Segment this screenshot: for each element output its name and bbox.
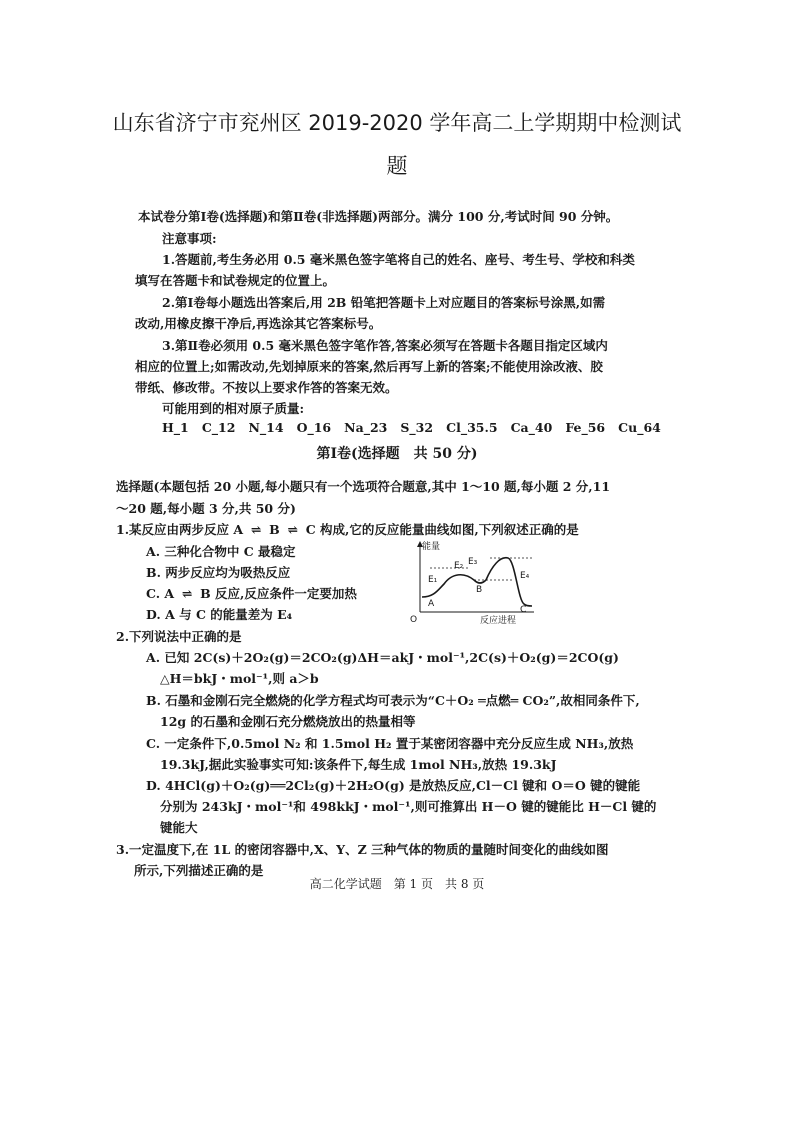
q1-stem-part-c: C 构成,它的反应能量曲线如图,下列叙述正确的是 (305, 522, 579, 537)
q1-option-c-part-a: C. A (146, 586, 175, 601)
notice-2a: 2.第Ⅰ卷每小题选出答案后,用 2B 铅笔把答题卡上对应题目的答案标号涂黑,如需 (162, 295, 606, 310)
q2-option-d-1: D. 4HCl(g)＋O₂(g)══2Cl₂(g)＋2H₂O(g) 是放热反应,Cl－Cl 键和 O＝O 键的键能 (146, 778, 641, 793)
atomic-mass-list: H_1 C_12 N_14 O_16 Na_23 S_32 Cl_35.5 Ca_40 Fe_56 Cu_64 (162, 420, 661, 435)
page-title-line1: 山东省济宁市兖州区 2019-2020 学年高二上学期期中检测试 (112, 111, 682, 135)
intro-line: 本试卷分第Ⅰ卷(选择题)和第Ⅱ卷(非选择题)两部分。满分 100 分,考试时间 90 分钟。 (138, 209, 619, 224)
q2-option-b-1: B. 石墨和金刚石完全燃烧的化学方程式均可表示为“C＋O₂ ═点燃═ CO₂”,故相同条件下, (146, 693, 640, 708)
section-desc-1: 选择题(本题包括 20 小题,每小题只有一个选项符合题意,其中 1～10 题,每小题 2 分,11 (116, 479, 611, 494)
equilibrium-arrow-icon: ⇌ (287, 522, 298, 537)
q1-option-d: D. A 与 C 的能量差为 E₄ (146, 607, 293, 622)
label-e2: E₂ (454, 561, 464, 571)
page-title-line2: 题 (386, 154, 408, 178)
energy-diagram (408, 540, 538, 626)
q1-option-c-part-b: B 反应,反应条件一定要加热 (200, 586, 357, 601)
label-c: C (520, 605, 527, 615)
q1-stem-part-b: B (269, 522, 280, 537)
q2-option-a-1: A. 已知 2C(s)＋2O₂(g)＝2CO₂(g)ΔH＝akJ・mol⁻¹,2C(s)＋O₂(g)＝2CO(g) (146, 650, 619, 665)
q1-stem-part-a: 1.某反应由两步反应 A (116, 522, 244, 537)
origin-label: O (410, 615, 418, 625)
section-title: 第Ⅰ卷(选择题 共 50 分) (316, 446, 478, 462)
notice-3a: 3.第Ⅱ卷必须用 0.5 毫米黑色签字笔作答,答案必须写在答题卡各题目指定区域内 (162, 338, 608, 353)
q2-option-d-3: 键能大 (160, 820, 198, 835)
notice-1a: 1.答题前,考生务必用 0.5 毫米黑色签字笔将自己的姓名、座号、考生号、学校和科类 (162, 252, 635, 267)
notice-2b: 改动,用橡皮擦干净后,再选涂其它答案标号。 (135, 316, 382, 331)
q2-option-c-2: 19.3kJ,据此实验事实可知:该条件下,每生成 1mol NH₃,放热 19.3kJ (160, 757, 557, 772)
q2-option-a-2: △H＝bkJ・mol⁻¹,则 a＞b (160, 671, 319, 686)
q3-stem-2: 所示,下列描述正确的是 (134, 863, 264, 878)
atomic-mass-title: 可能用到的相对原子质量: (162, 401, 305, 416)
notice-1b: 填写在答题卡和试卷规定的位置上。 (135, 273, 336, 288)
q1-option-a: A. 三种化合物中 C 最稳定 (146, 544, 296, 559)
x-axis-label: 反应进程 (480, 616, 517, 626)
page-footer: 高二化学试题 第 1 页 共 8 页 (309, 877, 485, 891)
label-e3: E₃ (468, 557, 478, 567)
equilibrium-arrow-icon: ⇌ (181, 586, 193, 601)
notice-3c: 带纸、修改带。不按以上要求作答的答案无效。 (135, 380, 398, 395)
label-a: A (428, 599, 435, 609)
section-desc-2: ～20 题,每小题 3 分,共 50 分) (116, 501, 296, 516)
y-axis-label: 能量 (422, 542, 441, 552)
label-e1: E₁ (428, 575, 438, 585)
q3-stem-1: 3.一定温度下,在 1L 的密闭容器中,X、Y、Z 三种气体的物质的量随时间变化的曲线如图 (116, 842, 609, 857)
q2-option-c-1: C. 一定条件下,0.5mol N₂ 和 1.5mol H₂ 置于某密闭容器中充分反应生成 NH₃,放热 (146, 736, 634, 751)
label-b: B (476, 585, 483, 595)
q2-option-d-2: 分别为 243kJ・mol⁻¹和 498kkJ・mol⁻¹,则可推算出 H－O 键的键能比 H－Cl 键的 (160, 799, 657, 814)
q1-option-b: B. 两步反应均为吸热反应 (146, 565, 291, 580)
label-e4: E₄ (520, 571, 530, 581)
q1-stem (116, 520, 579, 538)
notice-title: 注意事项: (162, 231, 217, 246)
equilibrium-arrow-icon: ⇌ (250, 522, 262, 537)
q2-stem: 2.下列说法中正确的是 (116, 629, 242, 644)
q2-option-b-2: 12g 的石墨和金刚石充分燃烧放出的热量相等 (160, 714, 416, 729)
q1-option-c (146, 584, 357, 602)
notice-3b: 相应的位置上;如需改动,先划掉原来的答案,然后再写上新的答案;不能使用涂改液、胶 (135, 359, 603, 374)
